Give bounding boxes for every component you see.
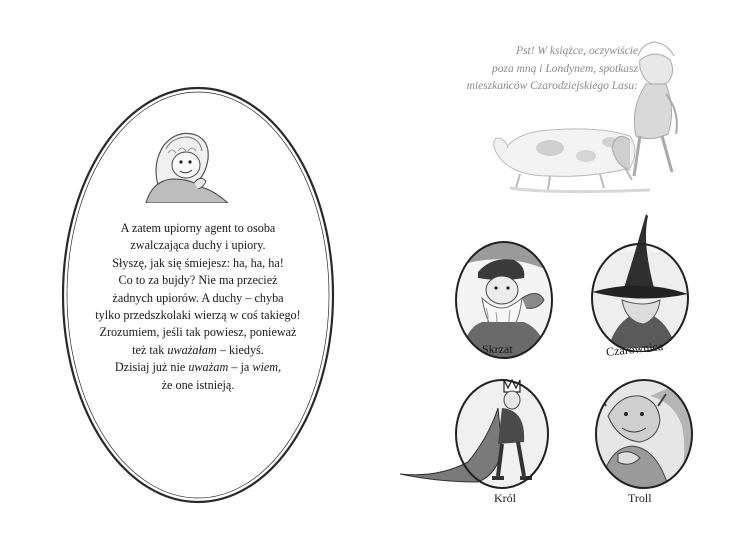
line-9-end: , [278, 360, 282, 375]
oval-line-2: zwalczająca duchy i upiory. [130, 238, 266, 253]
label-krol: Król [494, 491, 516, 505]
line-9-start: Dzisiaj już nie [114, 360, 189, 375]
emphasis-uwazalam: uważałam [167, 342, 217, 357]
oval-line-5: żadnych upiorów. A duchy – chyba [112, 290, 284, 305]
line-9-mid: – ja [228, 360, 253, 375]
label-troll: Troll [628, 491, 652, 505]
line-8-start: też tak [132, 342, 168, 357]
troll-illustration [592, 376, 696, 492]
oval-text [92, 220, 304, 394]
oval-line-4: Co to za bujdy? Nie ma przecież [118, 273, 278, 288]
intro-line-1: Pst! W książce, oczywiście [516, 45, 638, 57]
oval-line-9 [92, 359, 304, 376]
medallion-czarownica [588, 212, 692, 359]
line-8-end: – kiedyś. [216, 342, 264, 357]
medallion-troll [592, 376, 696, 505]
oval-line-6: tylko przedszkolaki wierzą w coś takiego! [95, 308, 301, 323]
intro-line-2: poza mną i Londynem, spotkasz [492, 62, 638, 75]
label-czarownica: Czarownica [605, 339, 664, 359]
label-skrzat: Skrzat [482, 342, 513, 356]
witch-illustration [588, 212, 692, 352]
oval-line-1: A zatem upiorny agent to osoba [120, 221, 276, 235]
medallion-skrzat [452, 238, 556, 362]
creature-with-animal-illustration [490, 38, 700, 198]
intro-line-3: mieszkańców Czarodziejskiego Lasu: [466, 80, 638, 92]
oval-line-8 [92, 342, 304, 359]
girl-illustration [138, 123, 234, 203]
oval-line-10: że one istnieją. [161, 377, 235, 392]
king-illustration [398, 378, 568, 490]
oval-line-7: Zrozumiem, jeśli tak powiesz, ponieważ [99, 325, 297, 340]
oval-line-3: Słyszę, jak się śmiejesz: ha, ha, ha! [112, 255, 284, 270]
emphasis-wiem: wiem [252, 360, 279, 375]
emphasis-uwazam: uważam [188, 360, 229, 375]
medallion-krol [398, 378, 568, 505]
